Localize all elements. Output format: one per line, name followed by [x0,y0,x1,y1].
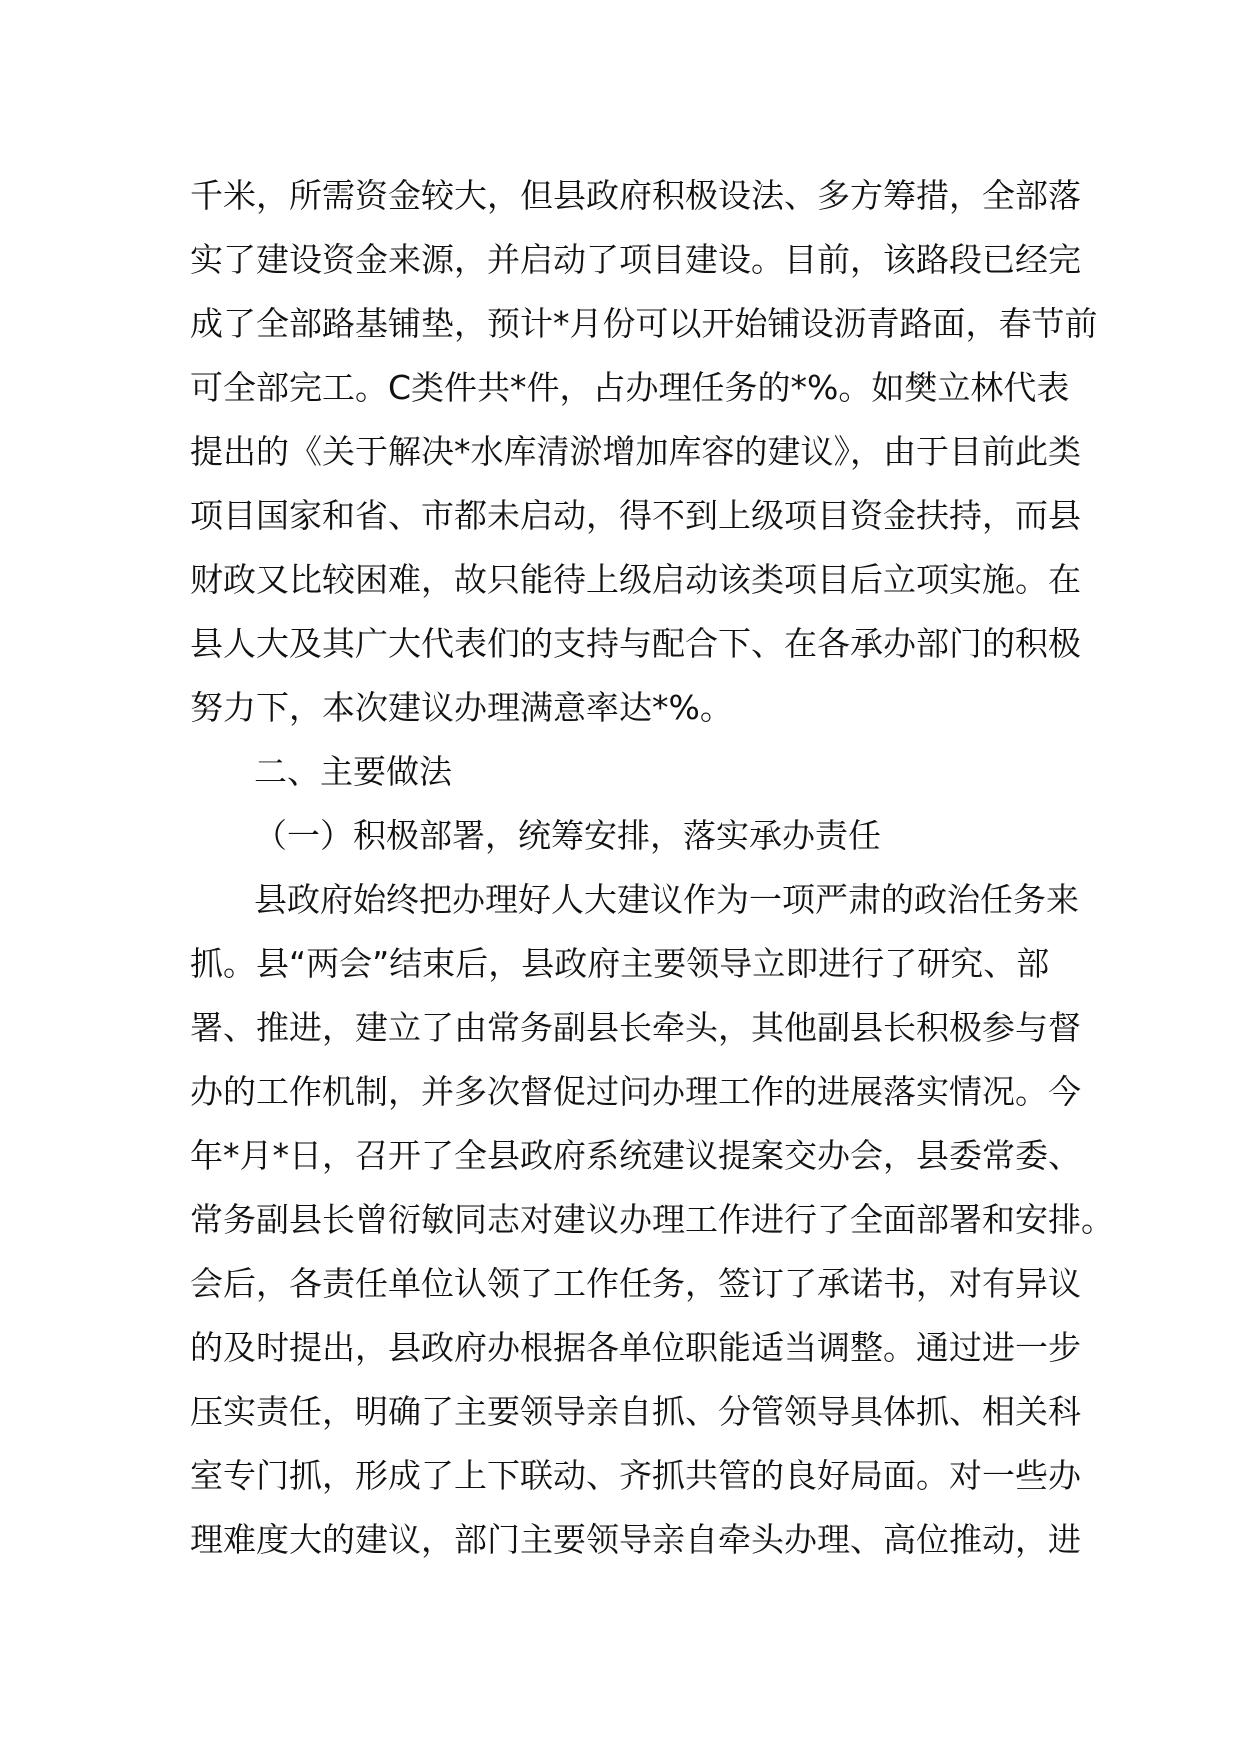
body-line: 压实责任，明确了主要领导亲自抓、分管领导具体抓、相关科 [190,1392,1081,1431]
body-line: 会后，各责任单位认领了工作任务，签订了承诺书，对有异议 [190,1264,1081,1303]
body-line: 理难度大的建议，部门主要领导亲自牵头办理、高位推动，进 [190,1520,1081,1559]
body-line: 抓。县“两会”结束后，县政府主要领导立即进行了研究、部 [190,944,1050,983]
section-heading: 二、主要做法 [254,752,452,791]
subsection-heading: （一）积极部署，统筹安排，落实承办责任 [254,816,881,855]
body-line: 提出的《关于解决*水库清淤增加库容的建议》，由于目前此类 [190,432,1081,471]
body-line: 成了全部路基铺垫，预计*月份可以开始铺设沥青路面，春节前 [190,304,1098,343]
body-line: 财政又比较困难，故只能待上级启动该类项目后立项实施。在 [190,560,1081,599]
body-line: 年*月*日，召开了全县政府系统建议提案交办会，县委常委、 [190,1136,1081,1175]
body-line: 努力下，本次建议办理满意率达*%。 [190,688,733,727]
body-line: 县人大及其广大代表们的支持与配合下、在各承办部门的积极 [190,624,1081,663]
body-line: 实了建设资金来源，并启动了项目建设。目前，该路段已经完 [190,240,1081,279]
body-line: 署、推进，建立了由常务副县长牵头，其他副县长积极参与督 [190,1008,1081,1047]
body-line: 室专门抓，形成了上下联动、齐抓共管的良好局面。对一些办 [190,1456,1081,1495]
body-line: 常务副县长曾衍敏同志对建议办理工作进行了全面部署和安排。 [190,1200,1114,1239]
body-line: 办的工作机制，并多次督促过问办理工作的进展落实情况。今 [190,1072,1081,1111]
body-line: 项目国家和省、市都未启动，得不到上级项目资金扶持，而县 [190,496,1081,535]
body-line: 千米，所需资金较大，但县政府积极设法、多方筹措，全部落 [190,176,1081,215]
body-line: 可全部完工。C类件共*件，占办理任务的*%。如樊立林代表 [190,368,1070,407]
body-line: 的及时提出，县政府办根据各单位职能适当调整。通过进一步 [190,1328,1081,1367]
paragraph-first-line: 县政府始终把办理好人大建议作为一项严肃的政治任务来 [254,880,1079,919]
